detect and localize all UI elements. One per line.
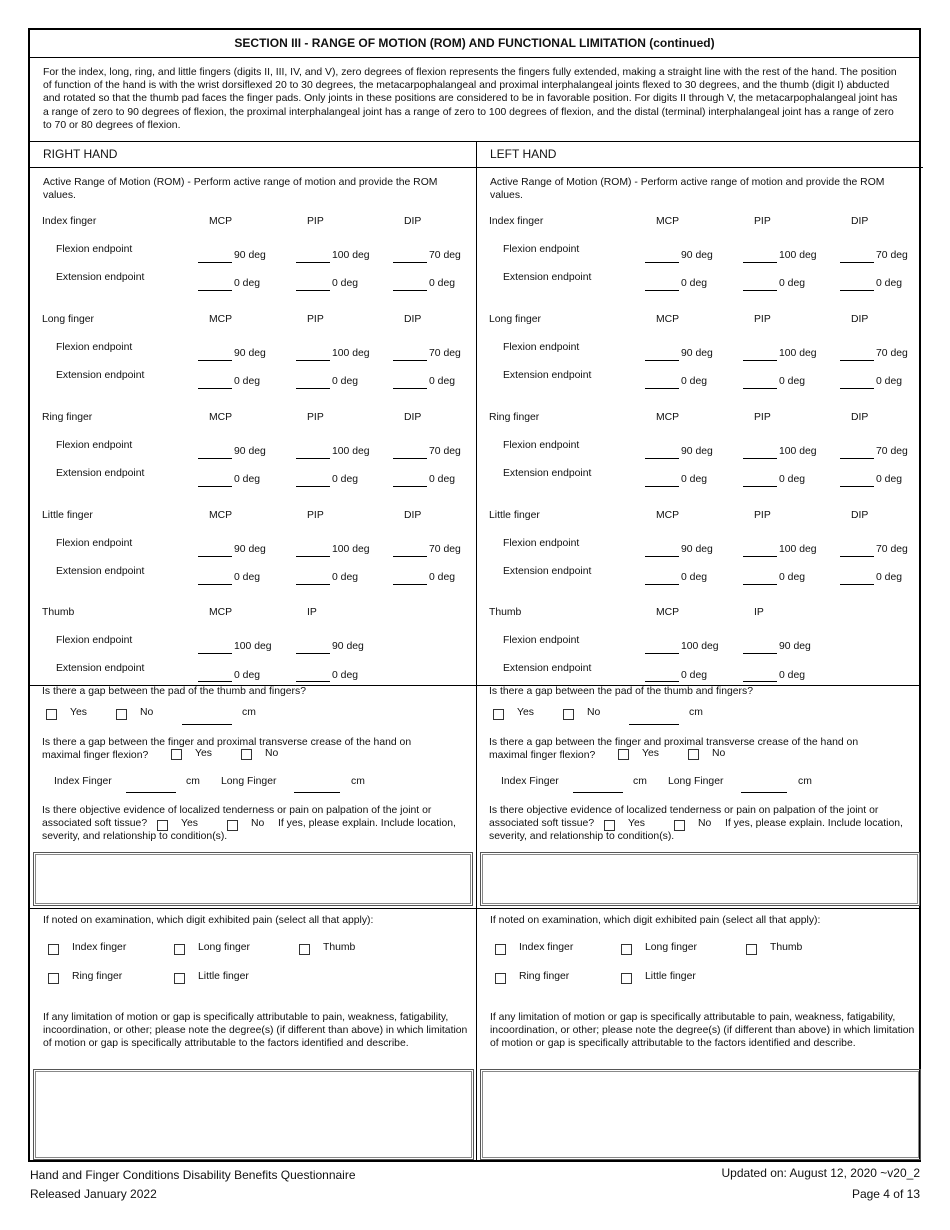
extension-endpoint-label: Extension endpoint [56, 566, 145, 577]
pip-header: PIP [754, 510, 771, 521]
flexion-value-field[interactable] [296, 360, 330, 361]
cm-label: cm [689, 707, 703, 718]
index-flexion-value: 100 deg [779, 250, 817, 261]
flexion-value-field[interactable] [743, 458, 777, 459]
release-date: Released January 2022 [30, 1187, 157, 1201]
flexion-value-field[interactable] [393, 262, 427, 263]
index-finger-label: Index finger [489, 216, 544, 227]
flexion-value-field[interactable] [393, 556, 427, 557]
little-flexion-value: 100 deg [779, 544, 817, 555]
index-finger-label: Index Finger [501, 776, 559, 787]
thumb-option: Thumb [770, 942, 803, 953]
no-label: No [251, 818, 265, 829]
extension-value-field[interactable] [645, 584, 679, 585]
ring-flexion-value: 100 deg [779, 446, 817, 457]
flexion-value-field[interactable] [198, 360, 232, 361]
dip-header: DIP [404, 216, 422, 227]
yes-label: Yes [628, 818, 645, 829]
long-flexion-value: 90 deg [681, 348, 713, 359]
pain-index-checkbox[interactable] [48, 944, 59, 955]
text-area-inner [482, 1071, 919, 1158]
tenderness-explain-label: If yes, please explain. Include location, [278, 818, 456, 829]
ring-flexion-value: 90 deg [681, 446, 713, 457]
ring-finger-label: Ring finger [489, 412, 540, 423]
extension-value-field[interactable] [393, 290, 427, 291]
flexion-endpoint-label: Flexion endpoint [503, 440, 580, 451]
ring-flexion-value: 100 deg [332, 446, 370, 457]
long-finger-cm-field[interactable] [741, 792, 787, 793]
pain-little-checkbox[interactable] [621, 973, 632, 984]
thumb-label: Thumb [489, 607, 522, 618]
limitation-question: If any limitation of motion or gap is specifically attributable to pain, weakness, fatigability, incoordination, or other; please note the degree(s) (if different than above) in which limitation of motion or gap is specifically attributable to the factors identified and describe. [490, 1012, 915, 1049]
pain-thumb-checkbox[interactable] [299, 944, 310, 955]
dip-header: DIP [851, 216, 869, 227]
extension-value-field[interactable] [645, 681, 679, 682]
thumb-gap-question: Is there a gap between the pad of the thumb and fingers? [489, 686, 753, 697]
updated-date: Updated on: August 12, 2020 ~v20_2 [721, 1166, 920, 1180]
right_hand-heading: RIGHT HAND [43, 147, 118, 161]
yes-label: Yes [195, 748, 212, 759]
extension-value-field[interactable] [645, 388, 679, 389]
flexion-value-field[interactable] [296, 458, 330, 459]
flexion-value-field[interactable] [743, 653, 777, 654]
intro-paragraph: For the index, long, ring, and little fingers (digits II, III, IV, and V), zero degrees of flexion represents the fingers fully extended, making a straight line with the rest of the hand. The position of function of the hand is with the wrist dorsiflexed 20 to 30 degrees, the metacarpophalangeal and proximal interphalangeal joints flexed to 30 degrees, and the thumb (digit I) abducted and rotated so that the thumb pad faces the finger pads. Only joints in these positions are considered to be in favorable position. For digits II through V, the metacarpophalangeal joint has a range of zero to 90 degrees of flexion, the proximal interphalangeal joint has a range of zero to 100 degrees of flexion, and the distal (terminal) interphalangeal joint has a range of zero to 70 or 80 degrees of flexion. [43, 67, 898, 131]
thumb-flexion-value: 100 deg [234, 641, 272, 652]
crease-yes-checkbox[interactable] [618, 749, 629, 760]
form-frame [28, 28, 921, 1162]
little-flexion-value: 70 deg [429, 544, 461, 555]
extension-value-field[interactable] [296, 584, 330, 585]
flexion-endpoint-label: Flexion endpoint [56, 342, 133, 353]
mcp-header: MCP [656, 510, 680, 521]
index-finger-cm-field[interactable] [573, 792, 623, 793]
little-flexion-value: 90 deg [234, 544, 266, 555]
little-extension-value: 0 deg [779, 572, 806, 583]
extension-endpoint-label: Extension endpoint [56, 272, 145, 283]
flexion-value-field[interactable] [393, 458, 427, 459]
tenderness-yes-checkbox[interactable] [604, 820, 615, 831]
long-extension-value: 0 deg [234, 376, 261, 387]
left_hand-column [477, 30, 923, 1160]
no-label: No [265, 748, 279, 759]
extension-value-field[interactable] [296, 486, 330, 487]
long-extension-value: 0 deg [332, 376, 359, 387]
page-number: Page 4 of 13 [851, 1187, 920, 1201]
index-flexion-value: 90 deg [681, 250, 713, 261]
form-name: Hand and Finger Conditions Disability Benefits Questionnaire [30, 1168, 356, 1182]
ring-extension-value: 0 deg [332, 474, 359, 485]
mcp-header: MCP [209, 510, 233, 521]
index-finger-option: Index finger [519, 942, 574, 953]
crease-no-checkbox[interactable] [688, 749, 699, 760]
crease-gap-question: Is there a gap between the finger and proximal transverse crease of the hand on maximal finger flexion? [42, 737, 412, 761]
yes-label: Yes [181, 818, 198, 829]
cm-label: cm [186, 776, 200, 787]
flexion-endpoint-label: Flexion endpoint [503, 538, 580, 549]
flexion-value-field[interactable] [296, 556, 330, 557]
cm-label: cm [351, 776, 365, 787]
extension-value-field[interactable] [743, 584, 777, 585]
gap-no-checkbox[interactable] [116, 709, 127, 720]
gap-cm-field[interactable] [182, 724, 232, 725]
long-extension-value: 0 deg [429, 376, 456, 387]
flexion-value-field[interactable] [296, 653, 330, 654]
ring-extension-value: 0 deg [876, 474, 903, 485]
yes-label: Yes [517, 707, 534, 718]
active-rom-instructions: Active Range of Motion (ROM) - Perform active range of motion and provide the ROM values. [43, 177, 438, 201]
tenderness-question-cont: associated soft tissue? [489, 818, 595, 829]
flexion-value-field[interactable] [840, 262, 874, 263]
flexion-endpoint-label: Flexion endpoint [56, 635, 133, 646]
long-finger-label: Long Finger [668, 776, 724, 787]
pip-header: PIP [307, 510, 324, 521]
little-flexion-value: 100 deg [332, 544, 370, 555]
little-extension-value: 0 deg [234, 572, 261, 583]
long-flexion-value: 100 deg [779, 348, 817, 359]
crease-gap-question: Is there a gap between the finger and proximal transverse crease of the hand on maximal finger flexion? [489, 737, 859, 761]
dip-header: DIP [851, 510, 869, 521]
gap-no-checkbox[interactable] [563, 709, 574, 720]
mcp-header: MCP [656, 314, 680, 325]
little-finger-label: Little finger [42, 510, 93, 521]
dip-header: DIP [404, 412, 422, 423]
index-finger-label: Index finger [42, 216, 97, 227]
extension-value-field[interactable] [840, 584, 874, 585]
pain-ring-checkbox[interactable] [48, 973, 59, 984]
gap-yes-checkbox[interactable] [493, 709, 504, 720]
thumb-extension-value: 0 deg [234, 670, 261, 681]
flexion-value-field[interactable] [645, 556, 679, 557]
pain-thumb-checkbox[interactable] [746, 944, 757, 955]
pain-digit-question: If noted on examination, which digit exhibited pain (select all that apply): [43, 915, 374, 926]
index-extension-value: 0 deg [681, 278, 708, 289]
tenderness-question-cont: associated soft tissue? [42, 818, 148, 829]
extension-endpoint-label: Extension endpoint [56, 468, 145, 479]
pip-header: PIP [754, 314, 771, 325]
ring-extension-value: 0 deg [429, 474, 456, 485]
pain-long-checkbox[interactable] [174, 944, 185, 955]
extension-value-field[interactable] [198, 388, 232, 389]
cm-label: cm [242, 707, 256, 718]
flexion-value-field[interactable] [393, 360, 427, 361]
little-finger-option: Little finger [645, 971, 696, 982]
extension-value-field[interactable] [393, 486, 427, 487]
pip-header: PIP [754, 216, 771, 227]
extension-value-field[interactable] [743, 388, 777, 389]
extension-endpoint-label: Extension endpoint [503, 272, 592, 283]
little-extension-value: 0 deg [876, 572, 903, 583]
flexion-endpoint-label: Flexion endpoint [503, 342, 580, 353]
ring-finger-option: Ring finger [72, 971, 123, 982]
flexion-value-field[interactable] [198, 262, 232, 263]
extension-value-field[interactable] [198, 584, 232, 585]
tenderness-question: Is there objective evidence of localized tenderness or pain on palpation of the joint or [489, 805, 879, 816]
pip-header: PIP [307, 412, 324, 423]
little-extension-value: 0 deg [681, 572, 708, 583]
ring-extension-value: 0 deg [779, 474, 806, 485]
long-extension-value: 0 deg [876, 376, 903, 387]
flexion-value-field[interactable] [645, 653, 679, 654]
tenderness-no-checkbox[interactable] [674, 820, 685, 831]
ring-flexion-value: 70 deg [429, 446, 461, 457]
cm-label: cm [633, 776, 647, 787]
extension-value-field[interactable] [198, 290, 232, 291]
long-finger-option: Long finger [198, 942, 250, 953]
thumb-flexion-value: 90 deg [332, 641, 364, 652]
mcp-header: MCP [209, 216, 233, 227]
tenderness-question-cont: severity, and relationship to condition(s). [489, 831, 675, 842]
ring-finger-label: Ring finger [42, 412, 93, 423]
flexion-value-field[interactable] [645, 262, 679, 263]
extension-endpoint-label: Extension endpoint [503, 566, 592, 577]
extension-value-field[interactable] [743, 681, 777, 682]
flexion-endpoint-label: Flexion endpoint [56, 538, 133, 549]
index-flexion-value: 90 deg [234, 250, 266, 261]
dip-header: DIP [851, 314, 869, 325]
extension-value-field[interactable] [393, 584, 427, 585]
thumb-flexion-value: 100 deg [681, 641, 719, 652]
flexion-endpoint-label: Flexion endpoint [56, 440, 133, 451]
flexion-value-field[interactable] [645, 360, 679, 361]
tenderness-question-cont: severity, and relationship to condition(s). [42, 831, 228, 842]
pip-header: PIP [307, 314, 324, 325]
crease-yes-checkbox[interactable] [171, 749, 182, 760]
extension-endpoint-label: Extension endpoint [56, 370, 145, 381]
no-label: No [712, 748, 726, 759]
thumb-extension-value: 0 deg [681, 670, 708, 681]
extension-value-field[interactable] [198, 681, 232, 682]
limitation-description-box[interactable] [33, 1069, 474, 1160]
long-flexion-value: 100 deg [332, 348, 370, 359]
no-label: No [140, 707, 154, 718]
flexion-value-field[interactable] [743, 262, 777, 263]
thumb-gap-question: Is there a gap between the pad of the thumb and fingers? [42, 686, 306, 697]
ring-flexion-value: 90 deg [234, 446, 266, 457]
flexion-value-field[interactable] [198, 556, 232, 557]
ring-finger-option: Ring finger [519, 971, 570, 982]
tenderness-explain-label: If yes, please explain. Include location, [725, 818, 903, 829]
long-flexion-value: 70 deg [876, 348, 908, 359]
flexion-value-field[interactable] [198, 653, 232, 654]
ring-extension-value: 0 deg [681, 474, 708, 485]
flexion-endpoint-label: Flexion endpoint [56, 244, 133, 255]
ip-header: IP [307, 607, 317, 618]
flexion-value-field[interactable] [743, 556, 777, 557]
long-extension-value: 0 deg [681, 376, 708, 387]
extension-endpoint-label: Extension endpoint [503, 370, 592, 381]
index-extension-value: 0 deg [332, 278, 359, 289]
gap-cm-field[interactable] [629, 724, 679, 725]
flexion-endpoint-label: Flexion endpoint [503, 244, 580, 255]
gap-yes-checkbox[interactable] [46, 709, 57, 720]
extension-endpoint-label: Extension endpoint [56, 663, 145, 674]
mcp-header: MCP [209, 607, 233, 618]
dip-header: DIP [404, 510, 422, 521]
tenderness-yes-checkbox[interactable] [157, 820, 168, 831]
limitation-description-box[interactable] [480, 1069, 921, 1160]
tenderness-question: Is there objective evidence of localized tenderness or pain on palpation of the joint or [42, 805, 432, 816]
thumb-extension-value: 0 deg [332, 670, 359, 681]
extension-value-field[interactable] [840, 388, 874, 389]
mcp-header: MCP [656, 216, 680, 227]
long-finger-cm-field[interactable] [294, 792, 340, 793]
extension-value-field[interactable] [645, 290, 679, 291]
long-flexion-value: 70 deg [429, 348, 461, 359]
extension-value-field[interactable] [645, 486, 679, 487]
text-area-inner [35, 854, 471, 904]
extension-value-field[interactable] [743, 290, 777, 291]
flexion-value-field[interactable] [840, 458, 874, 459]
index-extension-value: 0 deg [779, 278, 806, 289]
text-area-inner [482, 854, 918, 904]
ring-flexion-value: 70 deg [876, 446, 908, 457]
index-flexion-value: 100 deg [332, 250, 370, 261]
pain-ring-checkbox[interactable] [495, 973, 506, 984]
index-extension-value: 0 deg [429, 278, 456, 289]
pain-digit-question: If noted on examination, which digit exhibited pain (select all that apply): [490, 915, 821, 926]
mcp-header: MCP [209, 314, 233, 325]
little-finger-option: Little finger [198, 971, 249, 982]
pain-index-checkbox[interactable] [495, 944, 506, 955]
cm-label: cm [798, 776, 812, 787]
flexion-value-field[interactable] [840, 556, 874, 557]
flexion-value-field[interactable] [645, 458, 679, 459]
tenderness-explanation-box[interactable] [480, 852, 920, 906]
extension-value-field[interactable] [393, 388, 427, 389]
long-finger-label: Long finger [489, 314, 541, 325]
mcp-header: MCP [656, 412, 680, 423]
little-finger-label: Little finger [489, 510, 540, 521]
dip-header: DIP [404, 314, 422, 325]
pain-little-checkbox[interactable] [174, 973, 185, 984]
tenderness-explanation-box[interactable] [33, 852, 473, 906]
extension-endpoint-label: Extension endpoint [503, 468, 592, 479]
extension-value-field[interactable] [743, 486, 777, 487]
little-flexion-value: 90 deg [681, 544, 713, 555]
pain-long-checkbox[interactable] [621, 944, 632, 955]
right_hand-column [30, 30, 476, 1160]
index-finger-cm-field[interactable] [126, 792, 176, 793]
index-extension-value: 0 deg [876, 278, 903, 289]
dip-header: DIP [851, 412, 869, 423]
crease-no-checkbox[interactable] [241, 749, 252, 760]
extension-value-field[interactable] [840, 486, 874, 487]
long-flexion-value: 90 deg [234, 348, 266, 359]
ring-extension-value: 0 deg [234, 474, 261, 485]
left_hand-heading: LEFT HAND [490, 147, 557, 161]
flexion-value-field[interactable] [743, 360, 777, 361]
thumb-option: Thumb [323, 942, 356, 953]
tenderness-no-checkbox[interactable] [227, 820, 238, 831]
long-finger-label: Long finger [42, 314, 94, 325]
long-finger-option: Long finger [645, 942, 697, 953]
index-extension-value: 0 deg [234, 278, 261, 289]
index-flexion-value: 70 deg [429, 250, 461, 261]
section-title: SECTION III - RANGE OF MOTION (ROM) AND FUNCTIONAL LIMITATION (continued) [30, 30, 919, 58]
thumb-extension-value: 0 deg [779, 670, 806, 681]
thumb-label: Thumb [42, 607, 75, 618]
little-extension-value: 0 deg [332, 572, 359, 583]
extension-value-field[interactable] [198, 486, 232, 487]
extension-value-field[interactable] [296, 681, 330, 682]
active-rom-instructions: Active Range of Motion (ROM) - Perform active range of motion and provide the ROM values. [490, 177, 885, 201]
index-finger-label: Index Finger [54, 776, 112, 787]
no-label: No [587, 707, 601, 718]
flexion-value-field[interactable] [840, 360, 874, 361]
extension-value-field[interactable] [296, 290, 330, 291]
flexion-value-field[interactable] [198, 458, 232, 459]
extension-value-field[interactable] [296, 388, 330, 389]
little-extension-value: 0 deg [429, 572, 456, 583]
no-label: No [698, 818, 712, 829]
long-finger-label: Long Finger [221, 776, 277, 787]
yes-label: Yes [642, 748, 659, 759]
thumb-flexion-value: 90 deg [779, 641, 811, 652]
limitation-question: If any limitation of motion or gap is specifically attributable to pain, weakness, fatigability, incoordination, or other; please note the degree(s) (if different than above) in which limitation of motion or gap is specifically attributable to the factors identified and describe. [43, 1012, 468, 1049]
text-area-inner [35, 1071, 472, 1158]
pip-header: PIP [754, 412, 771, 423]
pip-header: PIP [307, 216, 324, 227]
mcp-header: MCP [209, 412, 233, 423]
ip-header: IP [754, 607, 764, 618]
mcp-header: MCP [656, 607, 680, 618]
little-flexion-value: 70 deg [876, 544, 908, 555]
extension-endpoint-label: Extension endpoint [503, 663, 592, 674]
flexion-endpoint-label: Flexion endpoint [503, 635, 580, 646]
extension-value-field[interactable] [840, 290, 874, 291]
long-extension-value: 0 deg [779, 376, 806, 387]
flexion-value-field[interactable] [296, 262, 330, 263]
index-finger-option: Index finger [72, 942, 127, 953]
index-flexion-value: 70 deg [876, 250, 908, 261]
yes-label: Yes [70, 707, 87, 718]
